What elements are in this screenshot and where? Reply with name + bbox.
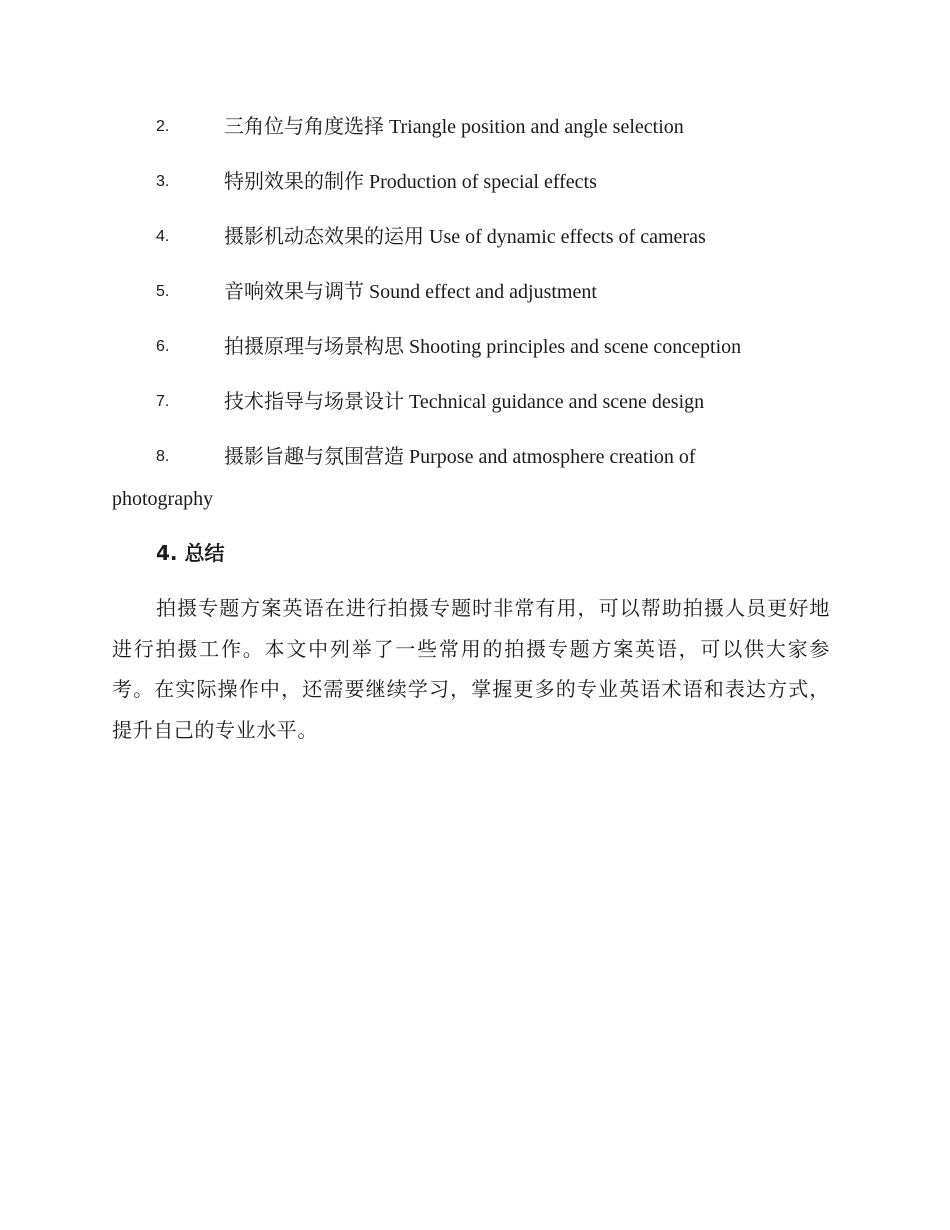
list-item-number: 3.	[156, 173, 170, 190]
list-item	[112, 271, 832, 313]
list-item-text: 特别效果的制作 Production of special effects	[224, 171, 597, 193]
list-item-number: 4.	[156, 228, 170, 245]
list-item-number: 5.	[156, 283, 170, 300]
list-item	[112, 326, 832, 368]
list-item-text: 拍摄原理与场景构思 Shooting principles and scene conception	[224, 336, 742, 358]
summary-paragraph: 拍摄专题方案英语在进行拍摄专题时非常有用，可以帮助拍摄人员更好地进行拍摄工作。本文中列举了一些常用的拍摄专题方案英语，可以供大家参考。在实际操作中，还需要继续学习，掌握更多的专业英语术语和表达方式，提升自己的专业水平。	[112, 596, 830, 742]
list-item-text: 摄影机动态效果的运用 Use of dynamic effects of cameras	[224, 226, 706, 248]
list-item-text: 音响效果与调节 Sound effect and adjustment	[224, 281, 597, 303]
list-item-number: 7.	[156, 393, 170, 410]
list-item	[112, 161, 832, 203]
list-item-text: 三角位与角度选择 Triangle position and angle selection	[224, 116, 684, 138]
list-item-text: 技术指导与场景设计 Technical guidance and scene design	[224, 391, 705, 413]
section-heading: 4. 总结	[156, 541, 225, 565]
list-item	[112, 381, 832, 423]
list-item-number: 6.	[156, 338, 170, 355]
list-item-text: 摄影旨趣与氛围营造 Purpose and atmosphere creation of photography	[112, 446, 696, 510]
list-item	[112, 436, 752, 520]
list-item-number: 2.	[156, 118, 170, 135]
list-item	[112, 106, 832, 148]
list-item-number: 8.	[156, 448, 170, 465]
list-item	[112, 216, 832, 258]
